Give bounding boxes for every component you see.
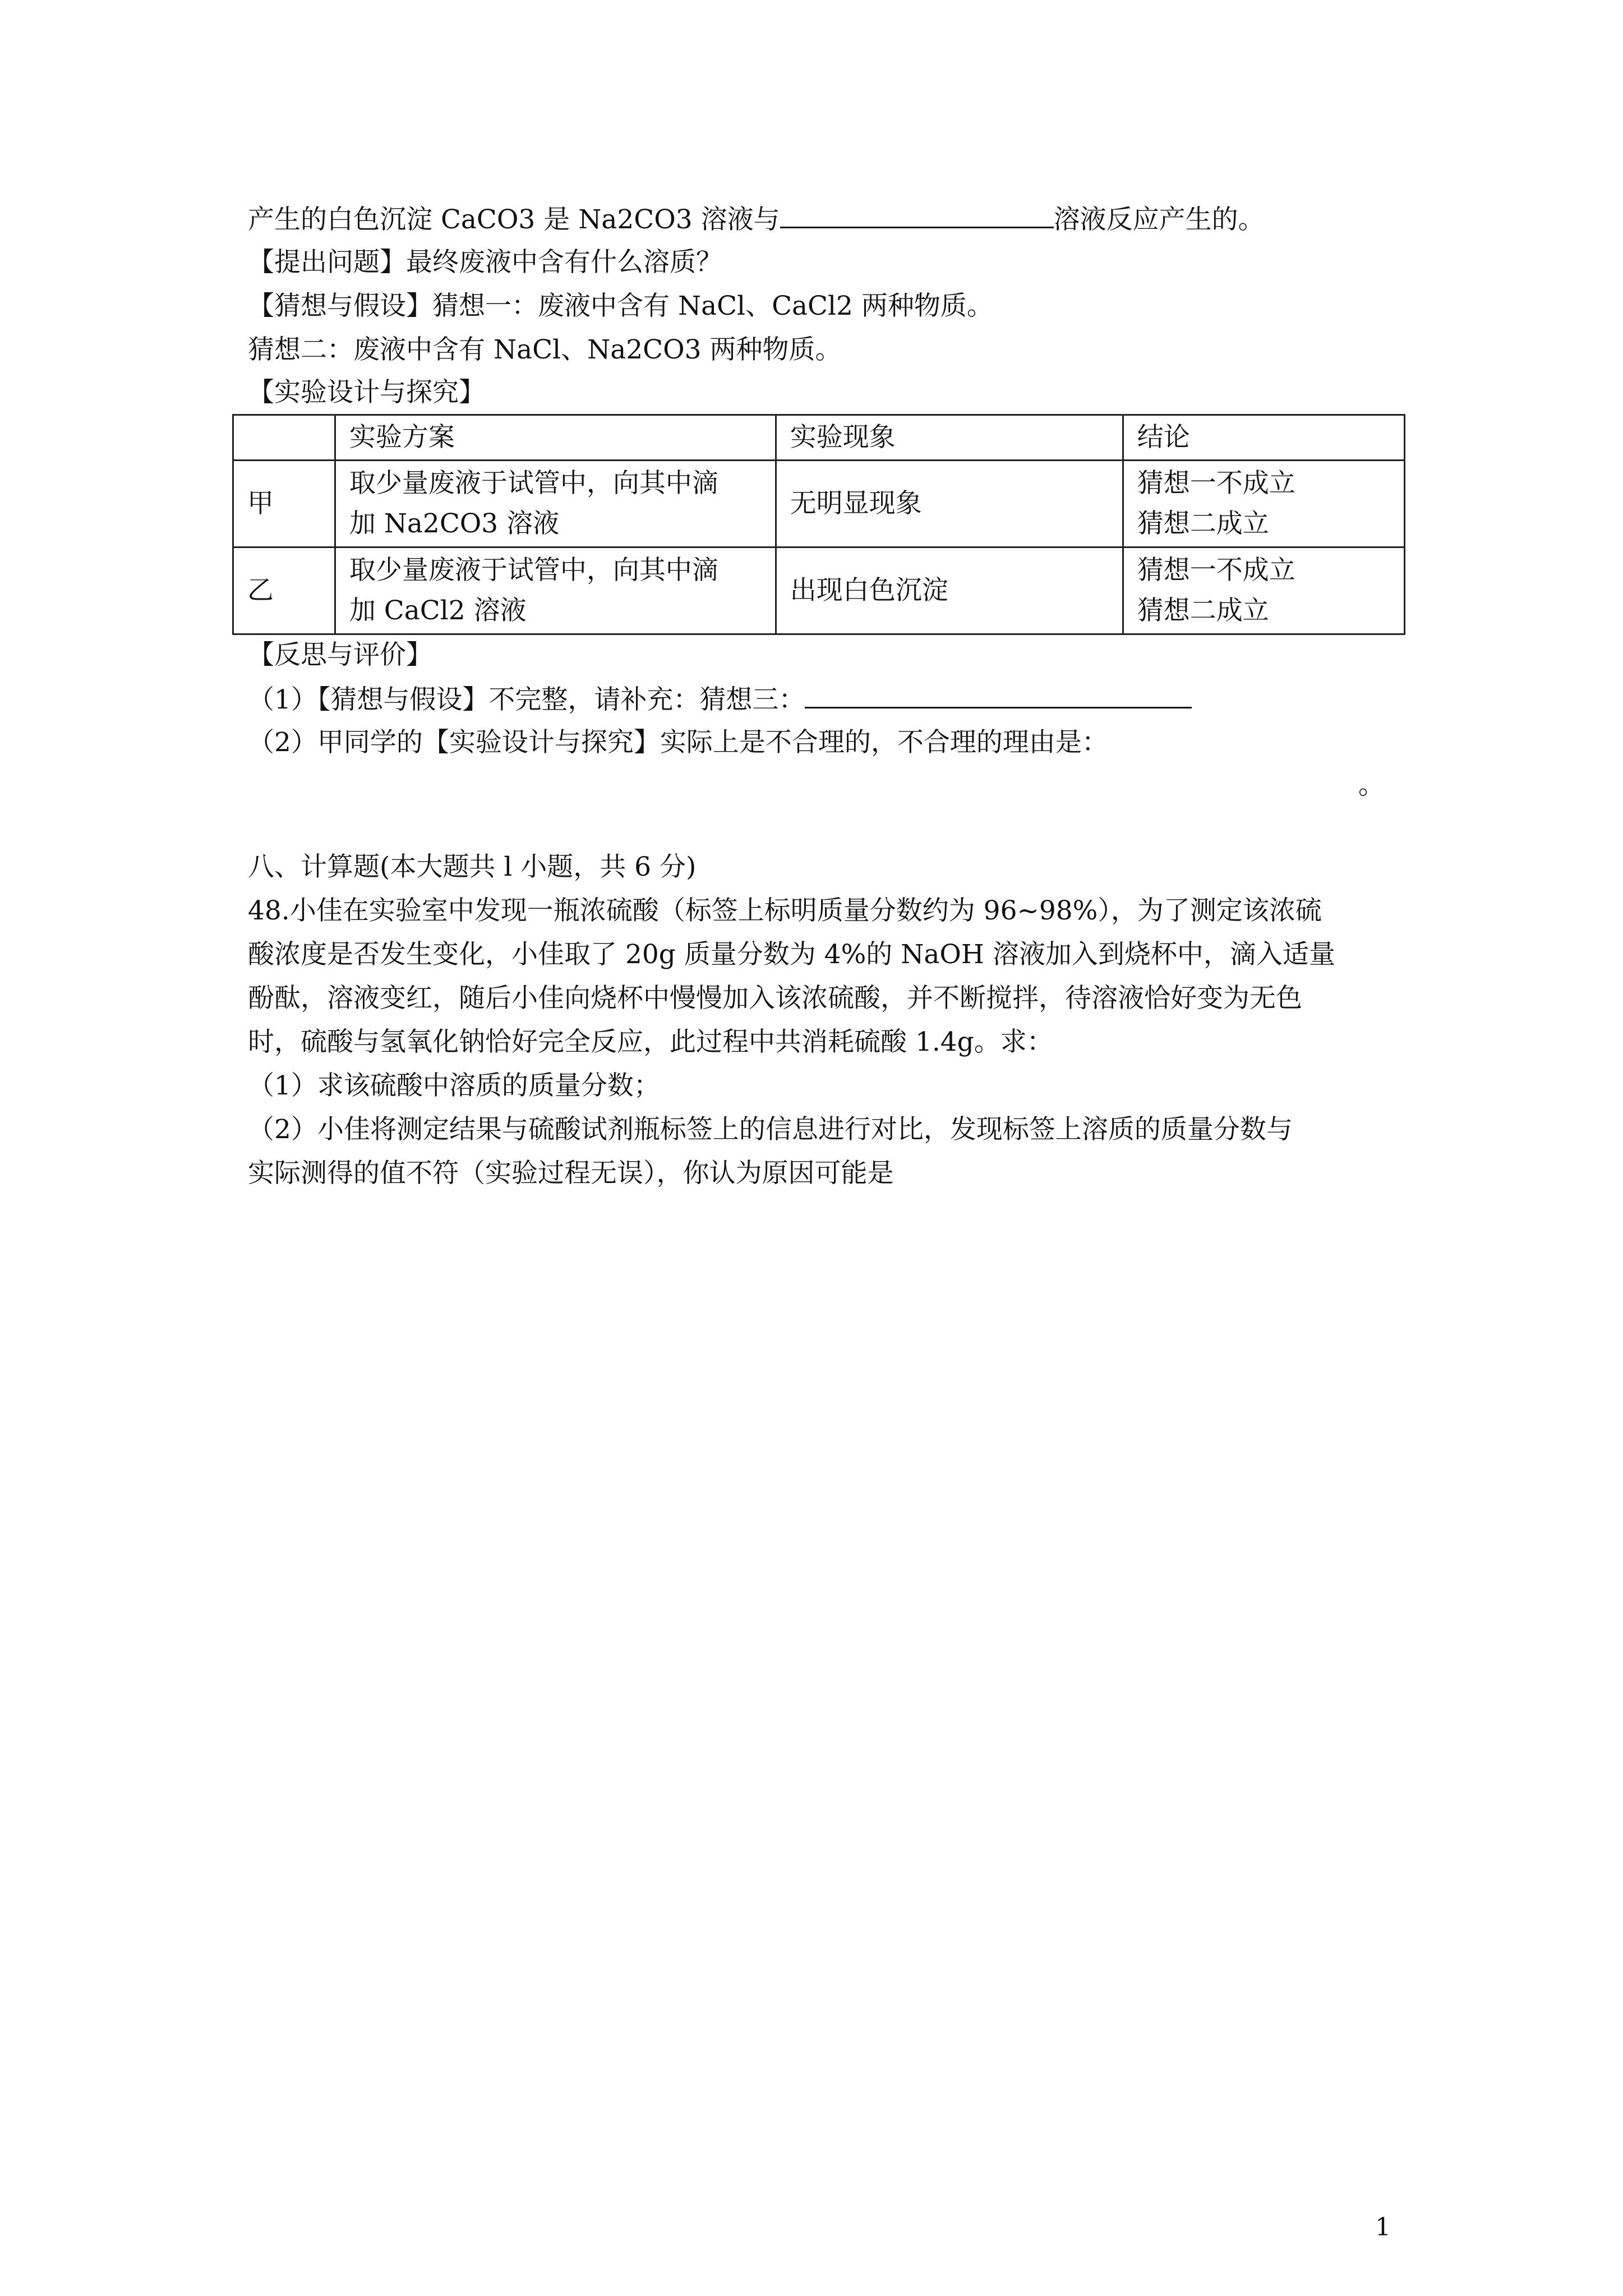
row-conclusion-line: 猜想一不成立 (1137, 555, 1295, 586)
row-label: 乙 (233, 547, 335, 634)
experiment-table (232, 414, 1405, 635)
hypothesis-1-line: 【猜想与假设】猜想一：废液中含有 NaCl、CaCl2 两种物质。 (248, 291, 993, 321)
calc-section-title: 八、计算题(本大题共 l 小题，共 6 分) (248, 852, 697, 882)
design-heading: 【实验设计与探究】 (248, 377, 485, 408)
row-conclusion-line: 猜想二成立 (1137, 595, 1269, 626)
row-plan (335, 547, 776, 634)
row-plan-line: 取少量废液于试管中，向其中滴 (349, 468, 718, 499)
row-plan-line: 取少量废液于试管中，向其中滴 (349, 555, 718, 586)
table-header-row (233, 415, 1405, 461)
answer-blank-2[interactable] (805, 682, 1192, 708)
problem-line: 酸浓度是否发生变化，小佳取了 20g 质量分数为 4%的 NaOH 溶液加入到烧杯中，滴入适量 (248, 939, 1335, 970)
reflection-q1 (248, 682, 1192, 717)
row-conclusion-line: 猜想二成立 (1137, 508, 1269, 539)
reflection-q1-text: （1）【猜想与假设】不完整，请补充：猜想三： (248, 684, 805, 715)
row-phenomenon: 出现白色沉淀 (776, 547, 1123, 634)
sub-question-2-line: （2）小佳将测定结果与硫酸试剂瓶标签上的信息进行对比，发现标签上溶质的质量分数与 (248, 1114, 1293, 1145)
sub-question-2-line: 实际测得的值不符（实验过程无误），你认为原因可能是 (248, 1158, 894, 1189)
problem-line: 48.小佳在实验室中发现一瓶浓硫酸（标签上标明质量分数约为 96~98%），为了测定该浓硫 (248, 895, 1322, 926)
row-plan (335, 461, 776, 547)
page-number: 1 (1375, 2213, 1391, 2242)
reflection-q2-end: 。 (1358, 770, 1385, 800)
row-label: 甲 (233, 461, 335, 547)
header-cell-conclusion: 结论 (1123, 415, 1404, 461)
table-row (233, 547, 1405, 634)
row-plan-line: 加 CaCl2 溶液 (349, 595, 527, 626)
row-phenomenon: 无明显现象 (776, 461, 1123, 547)
header-cell-phenomenon: 实验现象 (776, 415, 1123, 461)
intro-line-1-text-a: 产生的白色沉淀 CaCO3 是 Na2CO3 溶液与 (248, 204, 780, 235)
intro-line-1 (248, 202, 1265, 237)
sub-question-1: （1）求该硫酸中溶质的质量分数； (248, 1070, 660, 1101)
question-line: 【提出问题】最终废液中含有什么溶质？ (248, 247, 722, 278)
intro-line-1-text-b: 溶液反应产生的。 (1053, 204, 1265, 235)
reflection-heading: 【反思与评价】 (248, 639, 432, 670)
answer-blank-1[interactable] (780, 202, 1054, 228)
row-plan-line: 加 Na2CO3 溶液 (349, 508, 560, 539)
header-cell-plan: 实验方案 (335, 415, 776, 461)
row-conclusion (1123, 547, 1404, 634)
table-row (233, 461, 1405, 547)
row-conclusion-line: 猜想一不成立 (1137, 468, 1295, 499)
header-cell-empty (233, 415, 335, 461)
reflection-q2: （2）甲同学的【实验设计与探究】实际上是不合理的，不合理的理由是： (248, 727, 1108, 758)
hypothesis-2-line: 猜想二：废液中含有 NaCl、Na2CO3 两种物质。 (248, 334, 842, 365)
row-conclusion (1123, 461, 1404, 547)
problem-line: 时，硫酸与氢氧化钠恰好完全反应，此过程中共消耗硫酸 1.4g。求： (248, 1027, 1053, 1057)
problem-line: 酚酞，溶液变红，随后小佳向烧杯中慢慢加入该浓硫酸，并不断搅拌，待溶液恰好变为无色 (248, 983, 1302, 1014)
